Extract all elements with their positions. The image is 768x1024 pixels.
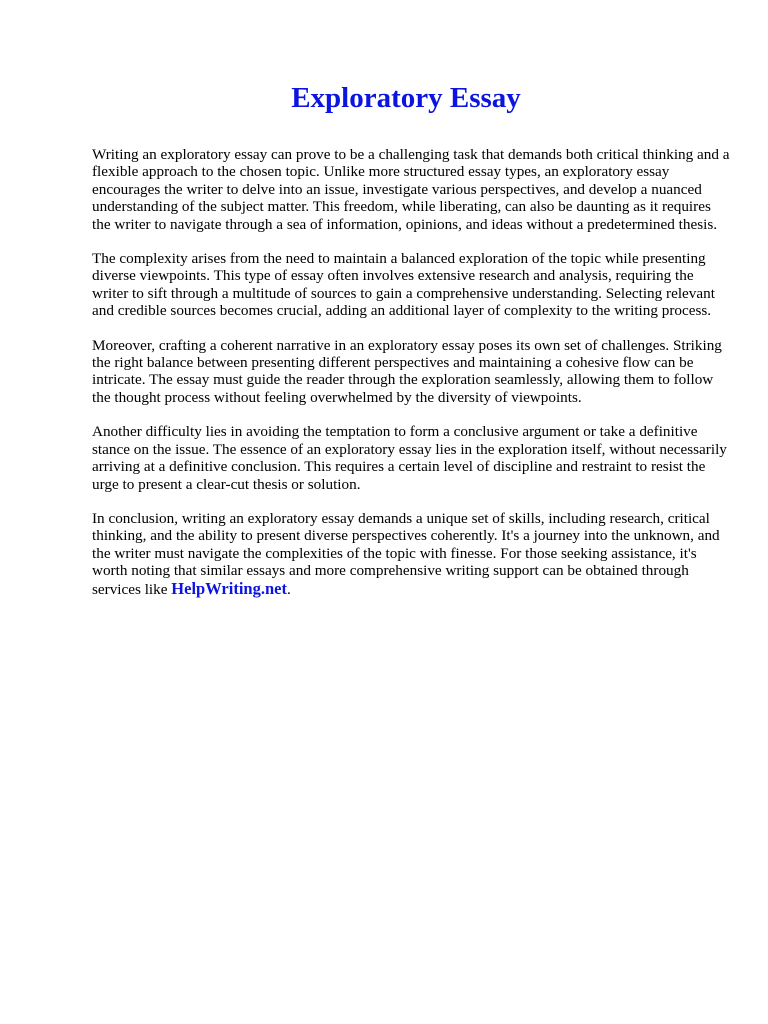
paragraph-4: Another difficulty lies in avoiding the temptation to form a conclusive argument or take a definitive stance on the issue. The essence of an exploratory essay lies in the exploration itself, without necessarily arriving at a definitive conclusion. This requires a certain level of discipline and restraint to resist the urge to present a clear-cut thesis or solution. bbox=[92, 423, 727, 493]
helpwriting-link[interactable]: HelpWriting.net bbox=[171, 578, 287, 598]
paragraph-2: The complexity arises from the need to maintain a balanced exploration of the topic while presenting diverse viewpoints. This type of essay often involves extensive research and analysis, requiring the writer to sift through a multitude of sources to gain a comprehensive understanding. Selecting relevant and credible sources becomes crucial, adding an additional layer of complexity to the writing process. bbox=[92, 250, 715, 320]
paragraph-3: Moreover, crafting a coherent narrative in an exploratory essay poses its own set of challenges. Striking the right balance between presenting different perspectives and maintaining a cohesive flow can be intricate. The essay must guide the reader through the exploration seamlessly, allowing them to follow the thought process without feeling overwhelmed by the diversity of viewpoints. bbox=[92, 336, 722, 406]
essay-body bbox=[92, 146, 732, 615]
page-title: Exploratory Essay bbox=[291, 82, 521, 114]
paragraph-5-trailing: . bbox=[286, 580, 291, 598]
paragraph-1: Writing an exploratory essay can prove to be a challenging task that demands both critical thinking and a flexible approach to the chosen topic. Unlike more structured essay types, an exploratory essay encourages the writer to delve into an issue, investigate various perspectives, and develop a nuanced understanding of the subject matter. This freedom, while liberating, can also be daunting as it requires the writer to navigate through a sea of information, opinions, and ideas without a predetermined thesis. bbox=[92, 146, 730, 233]
paragraph-5-text: In conclusion, writing an exploratory essay demands a unique set of skills, including research, critical thinking, and the ability to present diverse perspectives coherently. It's a journey into the unknown, and the writer must navigate the complexities of the topic with finesse. For those seeking assistance, it's worth noting that similar essays and more comprehensive writing support can be obtained through services like bbox=[92, 509, 720, 598]
paragraph-5 bbox=[92, 510, 732, 598]
